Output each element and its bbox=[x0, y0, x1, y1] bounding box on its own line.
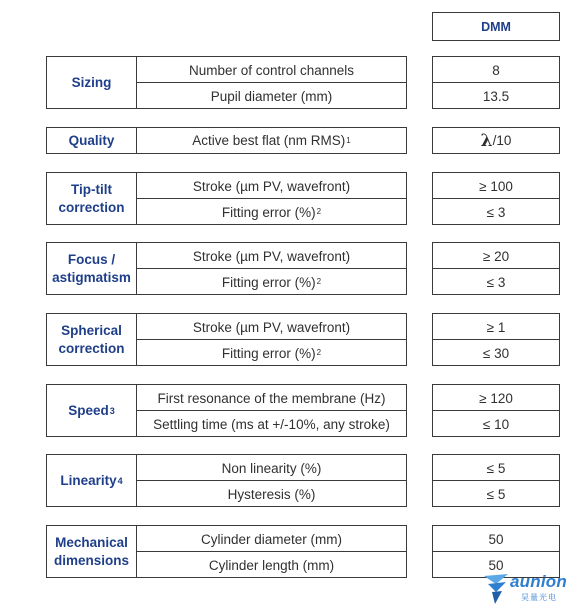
value-cell: ≤ 10 bbox=[482, 416, 510, 432]
section-category: Tip-tilt correction bbox=[58, 181, 125, 215]
brand-watermark bbox=[482, 568, 582, 612]
section-mechanical-params bbox=[46, 525, 407, 578]
section-sizing-values bbox=[432, 56, 560, 109]
section-spherical-params bbox=[46, 313, 407, 366]
parameter-label: Hysteresis (%) bbox=[227, 486, 316, 502]
parameter-label: Cylinder diameter (mm) bbox=[200, 531, 343, 547]
section-category: Mechanical dimensions bbox=[53, 534, 129, 568]
parameter-label: Pupil diameter (mm) bbox=[210, 88, 333, 104]
section-category: Spherical correction bbox=[58, 322, 125, 356]
section-category: Quality bbox=[68, 132, 115, 148]
parameter-text: Active best flat (nm RMS) bbox=[192, 133, 346, 148]
section-speed-values bbox=[432, 384, 560, 437]
parameter-text: Fitting error (%) bbox=[221, 274, 316, 290]
section-category: Linearity 4 bbox=[60, 472, 123, 488]
value-text: /10 bbox=[492, 133, 512, 148]
value-cell: ≥ 20 bbox=[482, 248, 510, 264]
section-tip-tilt-params bbox=[46, 172, 407, 225]
column-header-label: DMM bbox=[481, 19, 511, 34]
value-cell: ≤ 5 bbox=[486, 460, 506, 476]
value-cell: 8 bbox=[492, 62, 500, 78]
parameter-label: Number of control channels bbox=[188, 62, 355, 78]
value-cell: ≤ 3 bbox=[486, 274, 506, 290]
parameter-label: Active best flat (nm RMS) 1 bbox=[192, 133, 351, 148]
value-cell: ≥ 120 bbox=[479, 390, 513, 406]
section-spherical-values bbox=[432, 313, 560, 366]
value-cell: ≥ 100 bbox=[479, 178, 513, 194]
brand-name: aunion bbox=[510, 572, 567, 591]
section-speed-params bbox=[46, 384, 407, 437]
parameter-label: Fitting error (%) 2 bbox=[221, 345, 322, 361]
wing-logo-icon bbox=[482, 570, 512, 606]
value-cell: ≤ 3 bbox=[486, 204, 506, 220]
parameter-label: Stroke (µm PV, wavefront) bbox=[192, 178, 351, 194]
parameter-label: Fitting error (%) 2 bbox=[221, 204, 322, 220]
parameter-label: Stroke (µm PV, wavefront) bbox=[192, 248, 351, 264]
value-cell bbox=[433, 128, 559, 153]
parameter-label: First resonance of the membrane (Hz) bbox=[157, 390, 386, 406]
lambda-symbol: λ bbox=[480, 130, 493, 151]
section-linearity-values bbox=[432, 454, 560, 507]
value-cell: 13.5 bbox=[482, 88, 510, 104]
section-focus-values bbox=[432, 242, 560, 295]
parameter-text: Fitting error (%) bbox=[221, 204, 316, 220]
value-cell: ≤ 30 bbox=[482, 345, 510, 361]
section-tip-tilt-values bbox=[432, 172, 560, 225]
parameter-label: Cylinder length (mm) bbox=[208, 557, 335, 573]
brand-subtitle: 昊量光电 bbox=[521, 593, 557, 602]
section-focus-params bbox=[46, 242, 407, 295]
value-cell: ≥ 1 bbox=[486, 319, 506, 335]
category-text: Linearity bbox=[60, 472, 117, 488]
value-cell: ≤ 5 bbox=[486, 486, 506, 502]
section-linearity-params bbox=[46, 454, 407, 507]
value-cell: 50 bbox=[488, 557, 504, 573]
category-text: Speed bbox=[68, 402, 109, 418]
section-category: Sizing bbox=[71, 74, 112, 90]
parameter-label: Non linearity (%) bbox=[221, 460, 322, 476]
parameter-text: Fitting error (%) bbox=[221, 345, 316, 361]
column-header bbox=[432, 12, 560, 41]
parameter-label: Stroke (µm PV, wavefront) bbox=[192, 319, 351, 335]
section-category: Focus / astigmatism bbox=[52, 251, 131, 285]
section-quality-values bbox=[432, 127, 560, 154]
section-category: Speed 3 bbox=[68, 402, 115, 418]
section-quality-params bbox=[46, 127, 407, 154]
parameter-label: Settling time (ms at +/-10%, any stroke) bbox=[153, 416, 390, 432]
parameter-label: Fitting error (%) 2 bbox=[221, 274, 322, 290]
value-cell: 50 bbox=[488, 531, 504, 547]
section-sizing-params bbox=[46, 56, 407, 109]
